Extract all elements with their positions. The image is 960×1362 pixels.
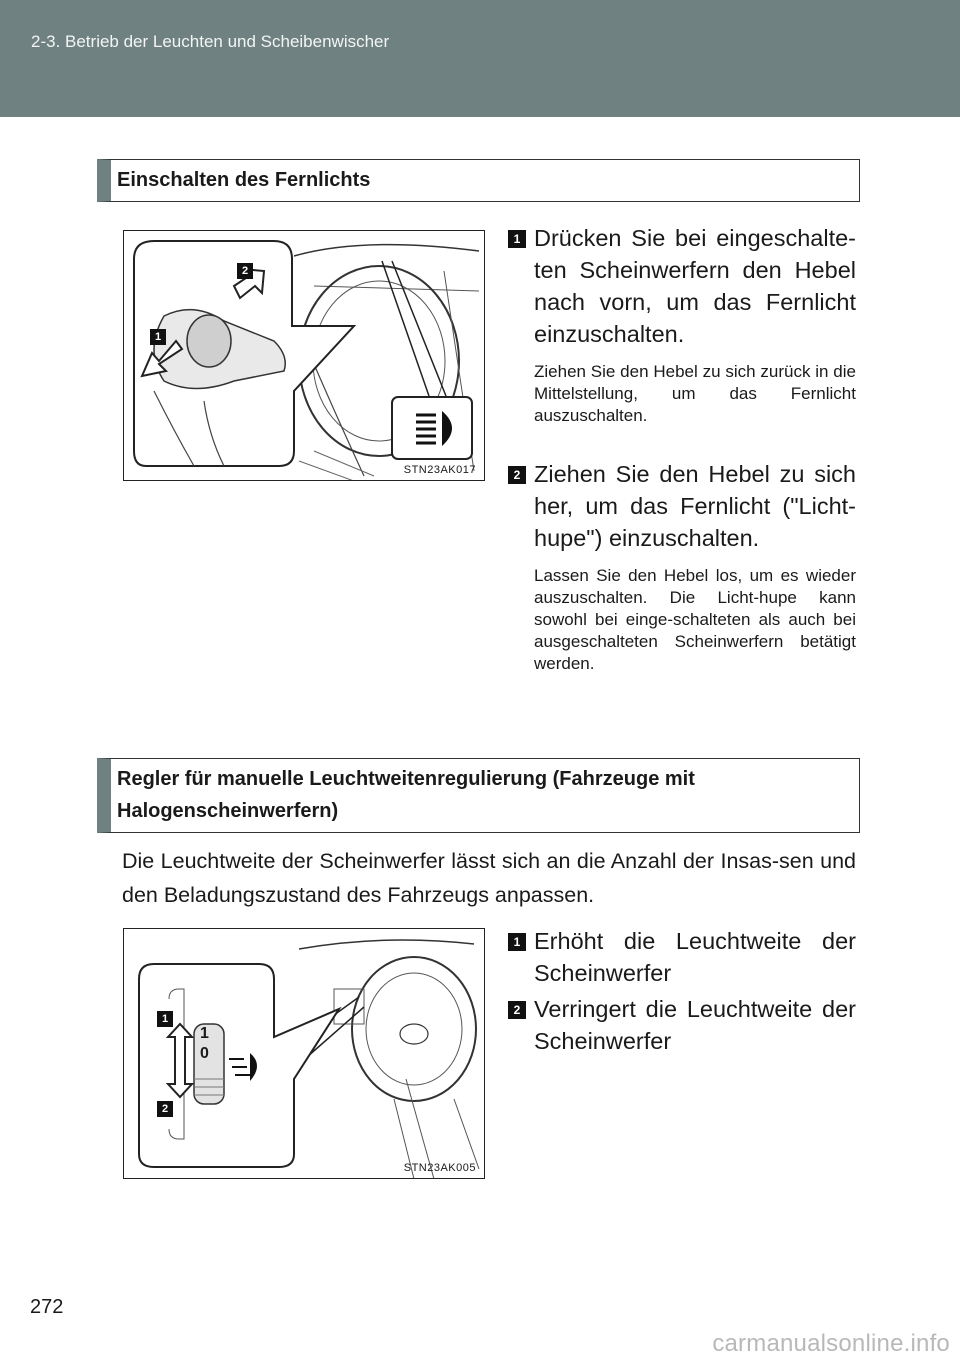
high-beam-section-title: Einschalten des Fernlichts (97, 159, 860, 202)
leveling-step-1 (508, 925, 856, 989)
high-beam-illustration (123, 230, 485, 481)
dial-mark-1: 1 (200, 1025, 209, 1042)
step-text: Ziehen Sie den Hebel zu sich her, um das Fernlicht ("Licht-hupe") einzuschalten. (534, 461, 856, 551)
chapter-header (0, 0, 960, 117)
high-beam-step-2 (508, 458, 856, 675)
step-text: Drücken Sie bei eingeschalte-ten Scheinwerfern den Hebel nach vorn, um das Fernlicht einzuschalten. (534, 225, 856, 347)
leveling-drawing (124, 929, 485, 1179)
dial-mark-0: 0 (200, 1045, 209, 1062)
figure-label-1: 1 (150, 329, 166, 345)
step-badge: 1 (508, 933, 526, 951)
figure-code: STN23AK005 (403, 1162, 476, 1174)
step-badge: 2 (508, 466, 526, 484)
figure-label-2: 2 (237, 263, 253, 279)
leveling-step-2 (508, 993, 856, 1057)
high-beam-step-1 (508, 222, 856, 427)
step-note: Ziehen Sie den Hebel zu sich zurück in die Mittelstellung, um das Fernlicht auszuschalten. (534, 362, 856, 425)
page-number: 272 (30, 1296, 64, 1318)
figure-label-1: 1 (157, 1011, 173, 1027)
section-label: 2-3. Betrieb der Leuchten und Scheibenwischer (31, 32, 390, 51)
figure-label-2: 2 (157, 1101, 173, 1117)
leveling-intro: Die Leuchtweite der Scheinwerfer lässt sich an die Anzahl der Insas-sen und den Beladungszustand des Fahrzeugs anpassen. (122, 849, 856, 907)
step-note: Lassen Sie den Hebel los, um es wieder auszuschalten. Die Licht-hupe kann sowohl bei einge-schalteten als auch bei ausgeschalteten Scheinwerfern betätigt werden. (534, 566, 856, 673)
step-badge: 2 (508, 1001, 526, 1019)
leveling-section-title: Regler für manuelle Leuchtweitenregulierung (Fahrzeuge mit Halogenscheinwerfern) (97, 758, 860, 833)
high-beam-drawing (124, 231, 485, 481)
figure-code: STN23AK017 (403, 464, 476, 476)
step-text: Verringert die Leuchtweite der Scheinwerfer (534, 996, 856, 1054)
step-badge: 1 (508, 230, 526, 248)
step-text: Erhöht die Leuchtweite der Scheinwerfer (534, 928, 856, 986)
leveling-illustration (123, 928, 485, 1179)
watermark: carmanualsonline.info (712, 1330, 950, 1357)
